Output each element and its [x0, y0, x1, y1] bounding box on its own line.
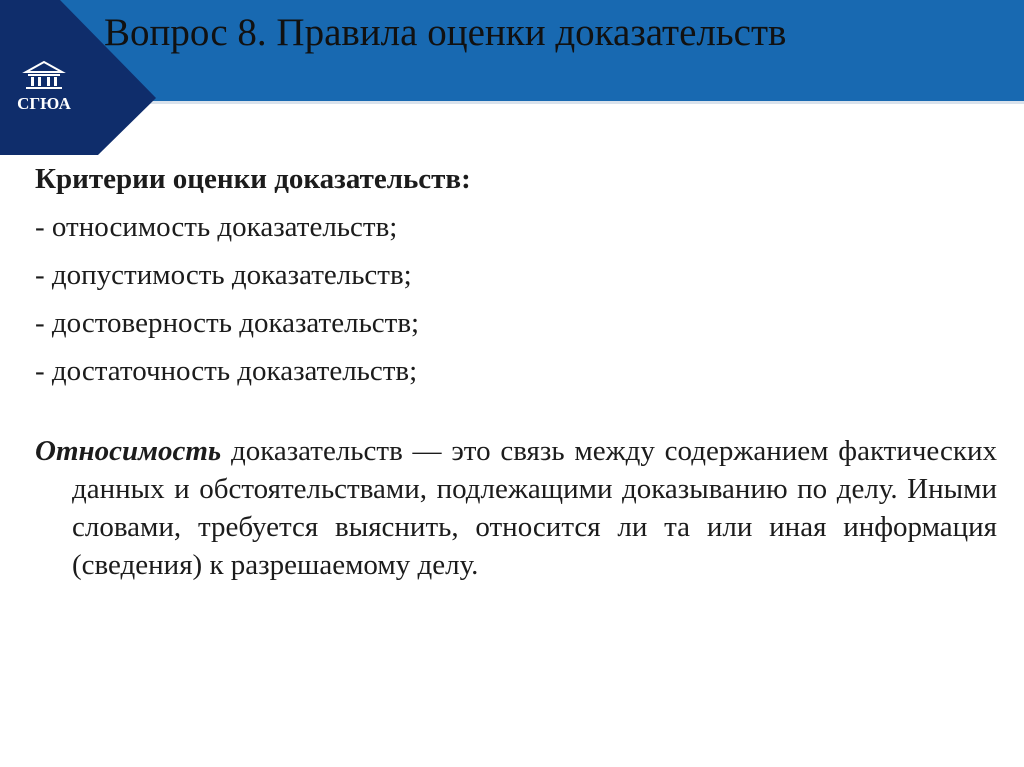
university-logo — [16, 60, 72, 130]
criteria-item-admissibility: - допустимость доказательств; — [35, 259, 412, 291]
criteria-heading: Критерии оценки доказательств: — [35, 163, 471, 195]
criteria-section — [35, 155, 960, 395]
page-title: Вопрос 8. Правила оценки доказательств — [104, 11, 787, 54]
header-divider — [0, 101, 1024, 104]
building-emblem-icon — [22, 60, 66, 92]
criteria-item-relevance: - относимость доказательств; — [35, 211, 398, 243]
definition-paragraph — [35, 432, 997, 584]
criteria-item-reliability: - достоверность доказательств; — [35, 307, 420, 339]
definition-term: Относимость — [35, 435, 222, 467]
criteria-item-sufficiency: - достаточность доказательств; — [35, 355, 418, 387]
logo-text: СГЮА — [17, 94, 71, 113]
definition-text: доказательств — это связь между содержанием фактических данных и обстоятельствами, подлежащими доказыванию по делу. Иными словами, требуется выяснить, относится ли та или иная информация (сведения) к разрешаемому делу. — [72, 435, 997, 581]
